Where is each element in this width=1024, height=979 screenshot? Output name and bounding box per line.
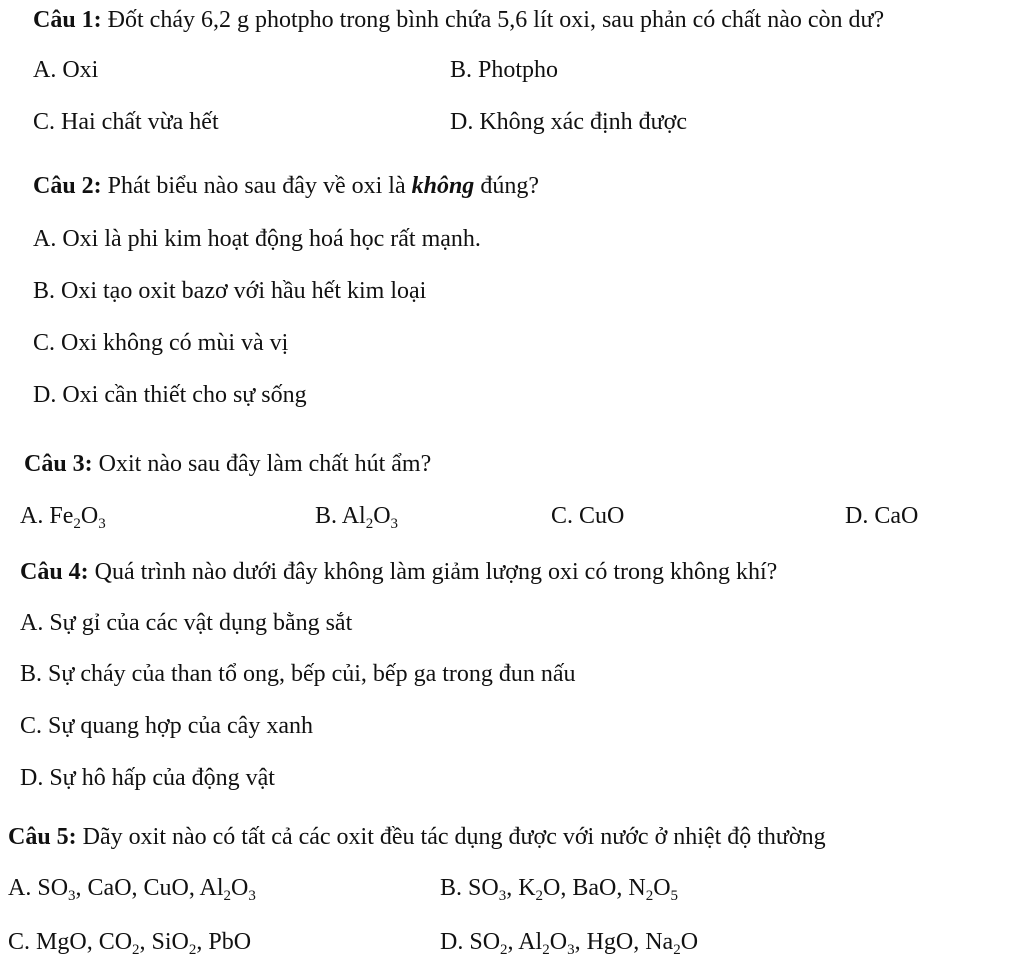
- question-3-text: Oxit nào sau đây làm chất hút ẩm?: [98, 451, 432, 477]
- question-4: [20, 560, 777, 584]
- question-4-label: Câu 4:: [20, 559, 89, 585]
- question-2-text-before: Phát biểu nào sau đây về oxi là: [107, 173, 406, 199]
- question-1: [33, 8, 884, 32]
- question-4-text: Quá trình nào dưới đây không làm giảm lượng oxi có trong không khí?: [94, 559, 778, 585]
- q1-option-c: C. Hai chất vừa hết: [33, 109, 219, 135]
- q4-option-c: C. Sự quang hợp của cây xanh: [20, 713, 313, 739]
- q4-option-a: A. Sự gỉ của các vật dụng bằng sắt: [20, 610, 353, 636]
- question-2-text-after: đúng?: [480, 173, 539, 199]
- q4-option-d: D. Sự hô hấp của động vật: [20, 765, 275, 791]
- q3-option-b: B. $Al_2O_3$: [315, 503, 399, 532]
- q5-option-c-prefix: C.: [8, 929, 31, 955]
- q5-option-a-prefix: A.: [8, 875, 32, 901]
- question-5: [8, 825, 826, 849]
- question-2-emphasis: không: [411, 173, 475, 199]
- q1-option-b: B. Photpho: [450, 57, 559, 83]
- q2-option-d: D. Oxi cần thiết cho sự sống: [33, 382, 307, 408]
- question-5-label: Câu 5:: [8, 824, 77, 850]
- q3-option-a: A. $Fe_2O_3$: [20, 503, 106, 532]
- question-1-text: Đốt cháy 6,2 g photpho trong bình chứa 5,6 lít oxi, sau phản có chất nào còn dư?: [107, 7, 885, 33]
- q2-option-b: B. Oxi tạo oxit bazơ với hầu hết kim loại: [33, 278, 427, 304]
- q3-option-b-prefix: B.: [315, 503, 338, 529]
- question-3-label: Câu 3:: [24, 451, 93, 477]
- q1-option-a: A. Oxi: [33, 57, 99, 83]
- q2-option-c: C. Oxi không có mùi và vị: [33, 330, 289, 356]
- q2-option-a: A. Oxi là phi kim hoạt động hoá học rất mạnh.: [33, 226, 481, 252]
- q5-option-d: D. $SO_2$, $Al_2O_3$, HgO, $Na_2O$: [440, 929, 699, 958]
- question-3: [24, 452, 431, 476]
- q5-option-c: C. MgO, $CO_2$, SiO$_2$, PbO: [8, 929, 252, 958]
- q5-option-b-prefix: B.: [440, 875, 463, 901]
- q5-option-b: B. $SO_3$, $K_2O$, BaO, $N_2O_5$: [440, 875, 679, 904]
- q3-option-c: C. CuO: [551, 503, 625, 529]
- question-2-label: Câu 2:: [33, 173, 102, 199]
- question-2: [33, 174, 539, 198]
- q1-option-d: D. Không xác định được: [450, 109, 687, 135]
- q5-option-a: A. $SO_3$, CaO, CuO, $Al_2O_3$: [8, 875, 256, 904]
- question-5-text: Dãy oxit nào có tất cả các oxit đều tác dụng được với nước ở nhiệt độ thường: [82, 824, 826, 850]
- q4-option-b: B. Sự cháy của than tổ ong, bếp củi, bếp ga trong đun nấu: [20, 661, 576, 687]
- q5-option-d-prefix: D.: [440, 929, 464, 955]
- q3-option-d: D. CaO: [845, 503, 919, 529]
- q3-option-a-prefix: A.: [20, 503, 44, 529]
- question-1-label: Câu 1:: [33, 7, 102, 33]
